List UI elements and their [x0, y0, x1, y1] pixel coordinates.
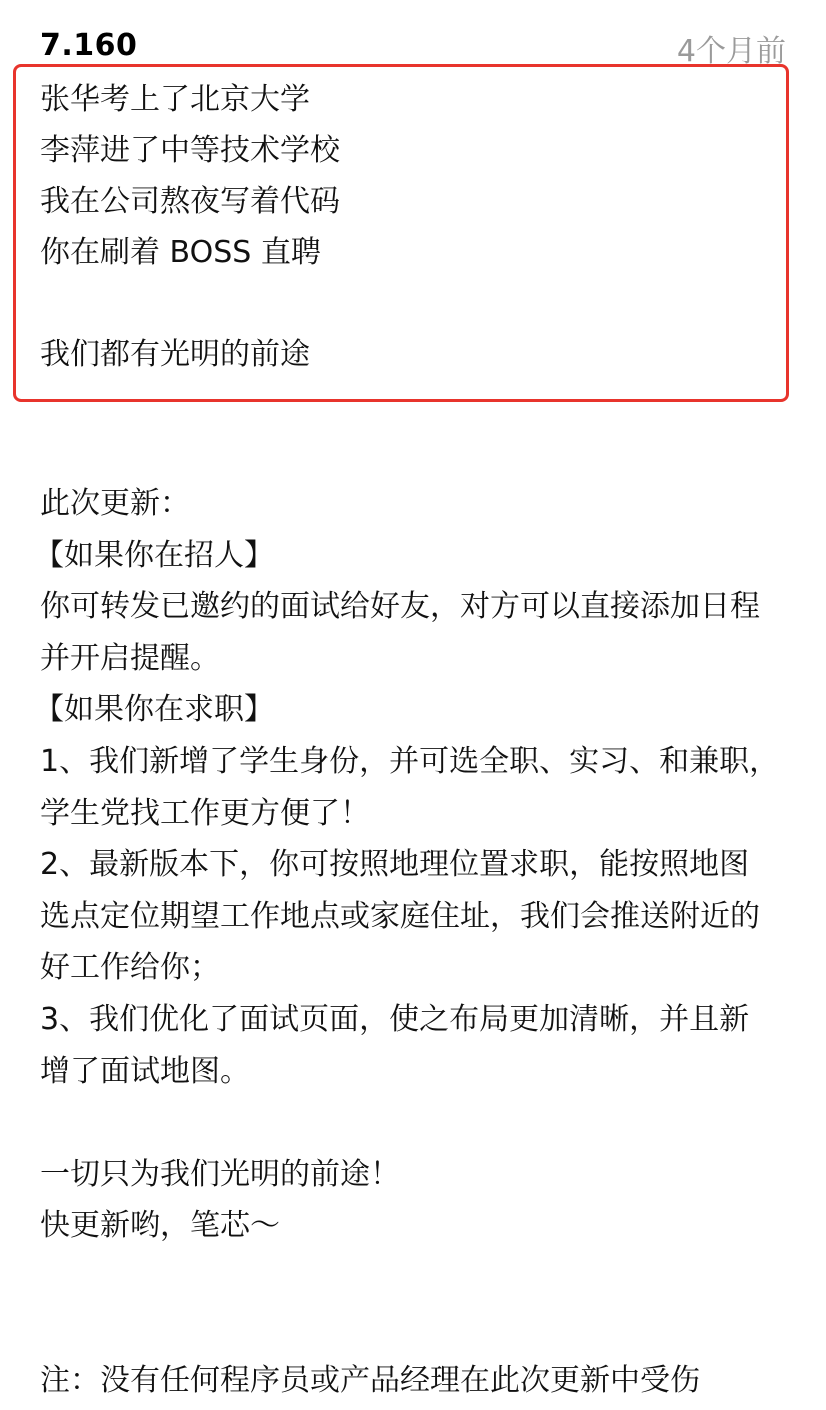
- recruiter-heading: 【如果你在招人】: [34, 537, 274, 573]
- release-notes: [34, 478, 786, 1407]
- seeker-line: 2、最新版本下，你可按照地理位置求职，能按照地图: [40, 847, 750, 883]
- outro-line: 一切只为我们光明的前途！: [40, 1156, 400, 1192]
- release-header: [40, 22, 786, 70]
- seeker-line: 1、我们新增了学生身份，并可选全职、实习、和兼职，: [40, 743, 780, 779]
- poem-block: [40, 74, 340, 380]
- seeker-line: 好工作给你；: [40, 950, 220, 986]
- poem-closing: 我们都有光明的前途: [40, 337, 310, 372]
- poem-line: 你在刷着 BOSS 直聘: [40, 235, 321, 270]
- poem-line: 张华考上了北京大学: [40, 82, 310, 117]
- footnote: 注：没有任何程序员或产品经理在此次更新中受伤: [40, 1362, 700, 1398]
- release-time-ago: 4个月前: [676, 34, 786, 69]
- version-number: 7.160: [40, 28, 138, 63]
- recruiter-line: 并开启提醒。: [40, 640, 220, 676]
- outro-line: 快更新哟，笔芯～: [40, 1208, 280, 1244]
- seeker-line: 选点定位期望工作地点或家庭住址，我们会推送附近的: [40, 898, 760, 934]
- recruiter-line: 你可转发已邀约的面试给好友，对方可以直接添加日程: [40, 589, 760, 625]
- notes-intro: 此次更新：: [40, 486, 190, 521]
- seeker-line: 学生党找工作更方便了！: [40, 795, 370, 831]
- seeker-heading: 【如果你在求职】: [34, 692, 274, 728]
- seeker-line: 3、我们优化了面试页面，使之布局更加清晰，并且新: [40, 1001, 750, 1037]
- seeker-line: 增了面试地图。: [40, 1053, 250, 1089]
- poem-line: 我在公司熬夜写着代码: [40, 184, 340, 219]
- poem-line: 李萍进了中等技术学校: [40, 133, 340, 168]
